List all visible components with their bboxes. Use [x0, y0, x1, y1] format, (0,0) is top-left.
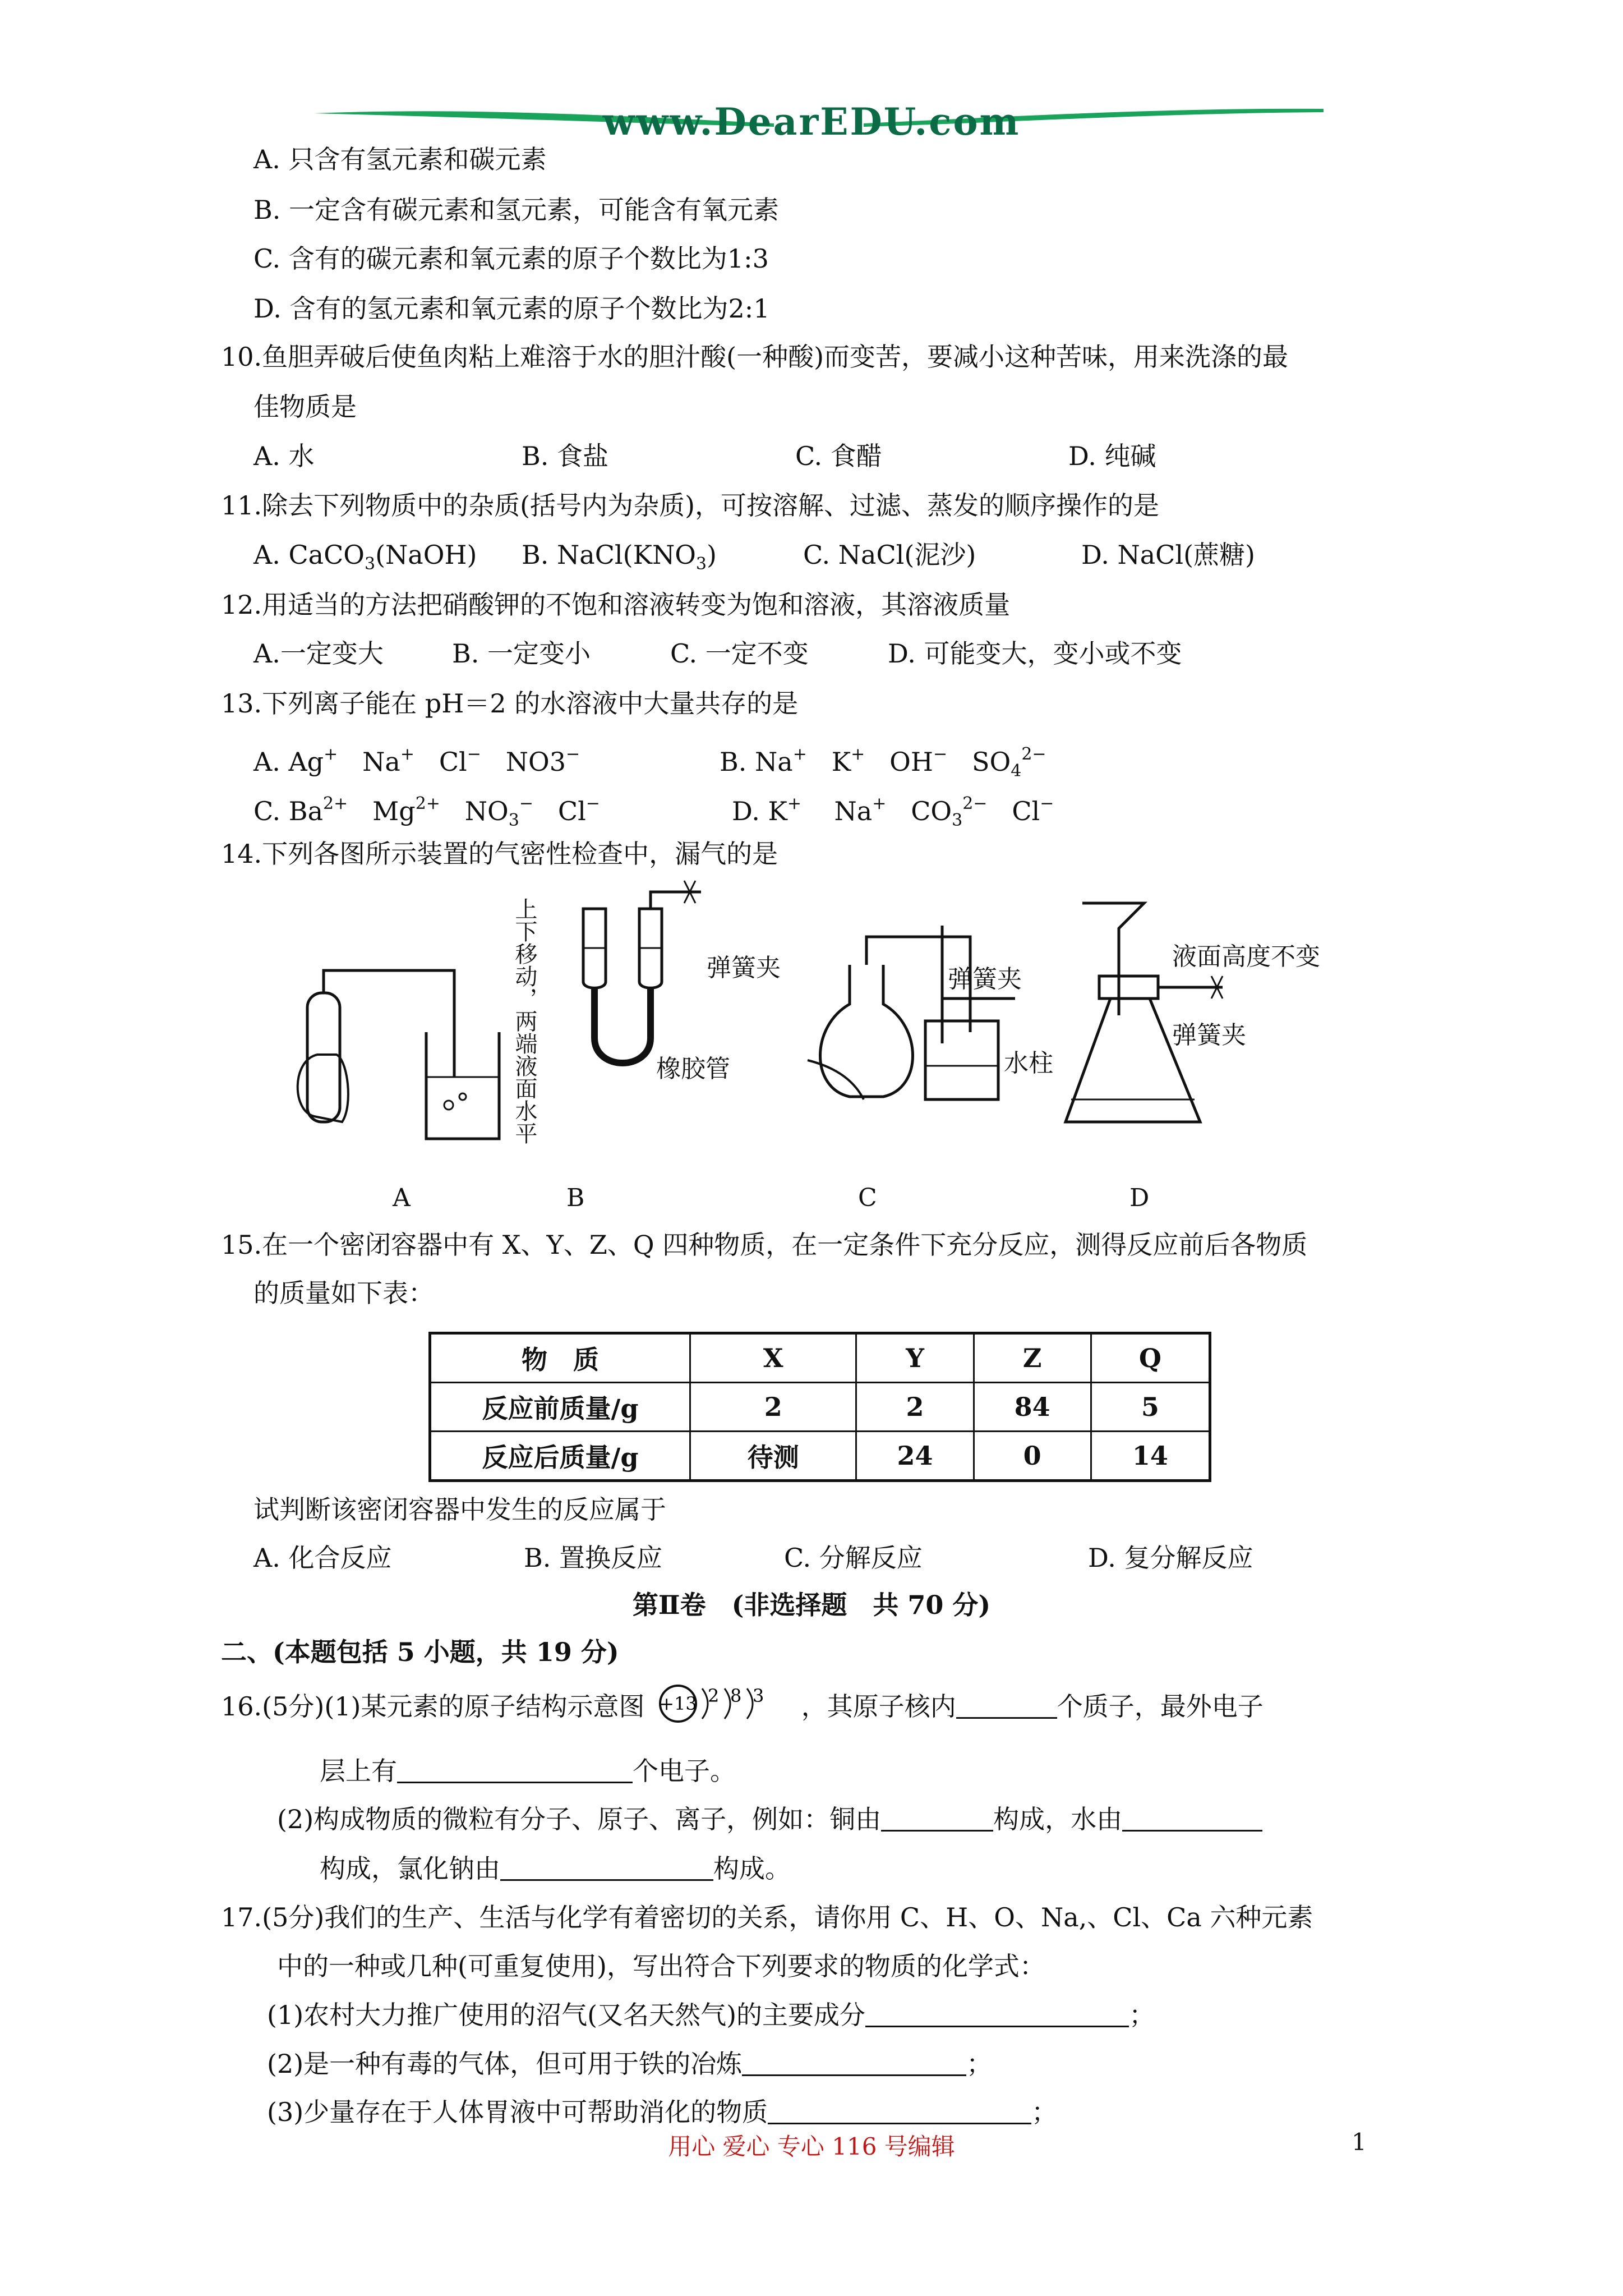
c-water-label: 水柱	[1004, 1049, 1053, 1078]
q12-stem: 12.用适当的方法把硝酸钾的不饱和溶液转变为饱和溶液，其溶液质量	[221, 590, 1011, 620]
table-cell: 0	[974, 1432, 1091, 1481]
q15-option-a: A. 化合反应	[253, 1543, 392, 1573]
table-cell: 24	[856, 1432, 974, 1481]
q15-stem-cont: 的质量如下表：	[253, 1278, 434, 1308]
q13-option-d: D. K+ Na+ $CO_3^{2-}$ Cl−	[732, 794, 1054, 830]
q17-item-1: (1)农村大力推广使用的沼气(又名天然气)的主要成分 ；	[267, 2000, 1155, 2030]
nucleus-charge: +13	[659, 1693, 697, 1714]
q10-option-b: B. 食盐	[522, 441, 609, 471]
table-row	[430, 1432, 1210, 1481]
q12-option-c: C. 一定不变	[670, 638, 809, 669]
table-header-cell: Y	[856, 1333, 974, 1383]
q11-option-a: A. CaCO$_3$(NaOH)	[253, 540, 477, 574]
q16-electron-blank[interactable]	[397, 1759, 633, 1783]
b-tube-label: 橡胶管	[656, 1055, 730, 1083]
q16-nacl-blank[interactable]	[500, 1857, 713, 1881]
q16-line2: 层上有 个电子。	[320, 1756, 736, 1786]
q14-stem: 14.下列各图所示装置的气密性检查中，漏气的是	[221, 839, 778, 869]
q16-line1: 16.(5分)(1)某元素的原子结构示意图 +13 2 8 3 ，其原子核内 个质子，最外电子	[221, 1684, 1264, 1723]
label-b: B	[566, 1184, 585, 1212]
shell-2-electrons: 8	[730, 1685, 742, 1706]
table-cell: 84	[974, 1383, 1091, 1432]
table-header-cell: Z	[974, 1333, 1091, 1383]
table-header-cell: 物 质	[430, 1333, 690, 1383]
table-cell: 2	[690, 1383, 856, 1432]
q17-item-3: (3)少量存在于人体胃液中可帮助消化的物质 ；	[267, 2097, 1058, 2127]
q11-option-c: C. NaCl(泥沙)	[803, 540, 976, 570]
q17-item-2: (2)是一种有毒的气体，但可用于铁的冶炼 ；	[267, 2049, 993, 2079]
q17-stem-cont: 中的一种或几种(可重复使用)，写出符合下列要求的物质的化学式：	[277, 1951, 1045, 1981]
q16-copper-blank[interactable]	[881, 1807, 993, 1832]
shell-3-electrons: 3	[753, 1685, 764, 1706]
table-header-cell: Q	[1091, 1333, 1210, 1383]
q10-stem: 10.鱼胆弄破后使鱼肉粘上难溶于水的胆汁酸(一种酸)而变苦，要减小这种苦味，用来洗涤的最	[221, 342, 1289, 372]
b-clip-label: 弹簧夹	[707, 954, 781, 982]
q9-option-a: A. 只含有氢元素和碳元素	[253, 144, 547, 174]
b-vertical-note: 上下移动，两端液面水平	[511, 898, 537, 1144]
apparatus-a	[298, 970, 499, 1139]
q12-option-a: A.一定变大	[253, 638, 384, 669]
table-header-row	[430, 1333, 1210, 1383]
q16-proton-blank[interactable]	[956, 1695, 1057, 1719]
apparatus-b	[583, 881, 701, 1063]
label-d: D	[1129, 1184, 1150, 1212]
q17-blank-2[interactable]	[742, 2052, 966, 2076]
q17-blank-1[interactable]	[865, 2003, 1129, 2027]
q11-stem: 11.除去下列物质中的杂质(括号内为杂质)，可按溶解、过滤、蒸发的顺序操作的是	[221, 490, 1160, 521]
section-title: 第Ⅱ卷 (非选择题 共 70 分)	[632, 1590, 991, 1620]
table-cell: 5	[1091, 1383, 1210, 1432]
q15-option-c: C. 分解反应	[784, 1543, 923, 1573]
q12-option-d: D. 可能变大，变小或不变	[888, 638, 1182, 669]
c-clip-label: 弹簧夹	[948, 965, 1022, 993]
q17-stem: 17.(5分)我们的生产、生活与化学有着密切的关系，请你用 C、H、O、Na,、Cl、Ca 六种元素	[221, 1902, 1313, 1932]
table-cell: 2	[856, 1383, 974, 1432]
q16-line3: (2)构成物质的微粒有分子、原子、离子，例如：铜由 构成，水由	[277, 1803, 1262, 1835]
mass-table	[428, 1332, 1211, 1482]
d-level-label: 液面高度不变	[1172, 942, 1320, 971]
q13-option-b: B. Na+ K+ OH− $SO_4^{2-}$	[720, 744, 1046, 781]
label-c: C	[858, 1184, 877, 1212]
q11-option-d: D. NaCl(蔗糖)	[1081, 540, 1255, 570]
section-part: 二、(本题包括 5 小题，共 19 分)	[221, 1637, 619, 1667]
page-number: 1	[1352, 2128, 1367, 2156]
site-url: www.DearEDU.com	[602, 100, 1021, 144]
table-cell: 14	[1091, 1432, 1210, 1481]
table-header-cell: X	[690, 1333, 856, 1383]
shell-1-electrons: 2	[708, 1685, 720, 1706]
q17-blank-3[interactable]	[768, 2100, 1031, 2124]
apparatus-d	[1066, 903, 1223, 1122]
q9-option-d: D. 含有的氢元素和氧元素的原子个数比为2:1	[253, 293, 770, 324]
q11-option-b: B. $NaCl(KNO_3)$	[522, 540, 717, 574]
apparatus-c	[808, 926, 1015, 1099]
atomic-structure-diagram	[653, 1684, 793, 1723]
q9-option-b: B. 一定含有碳元素和氢元素，可能含有氧元素	[253, 195, 780, 225]
table-cell: 反应后质量/g	[430, 1432, 690, 1481]
q13-option-a: A. Ag+ Na+ Cl− NO3−	[253, 744, 580, 777]
q12-option-b: B. 一定变小	[452, 638, 591, 669]
q9-option-c: C. 含有的碳元素和氧元素的原子个数比为1:3	[253, 243, 769, 274]
q13-stem: 13.下列离子能在 pH＝2 的水溶液中大量共存的是	[221, 688, 799, 719]
q15-option-d: D. 复分解反应	[1088, 1543, 1253, 1573]
q10-stem-cont: 佳物质是	[253, 392, 357, 422]
q15-stem: 15.在一个密闭容器中有 X、Y、Z、Q 四种物质，在一定条件下充分反应，测得反应前后各物质	[221, 1230, 1308, 1260]
table-cell: 待测	[690, 1432, 856, 1481]
q10-option-c: C. 食醋	[795, 441, 882, 471]
q15-option-b: B. 置换反应	[524, 1543, 663, 1573]
label-a: A	[393, 1184, 411, 1212]
footer-note: 用心 爱心 专心 116 号编辑	[668, 2133, 955, 2160]
q10-option-a: A. 水	[253, 441, 315, 471]
q16-line4: 构成，氯化钠由 构成。	[320, 1853, 791, 1884]
q10-option-d: D. 纯碱	[1068, 441, 1156, 471]
q14-apparatus-figure	[269, 875, 1380, 1245]
table-row	[430, 1383, 1210, 1432]
q15-question: 试判断该密闭容器中发生的反应属于	[253, 1494, 666, 1525]
q16-water-blank[interactable]	[1122, 1807, 1262, 1832]
d-clip-label: 弹簧夹	[1172, 1021, 1246, 1050]
q13-option-c: C. $Ba^{2+}$ $Mg^{2+}$ $NO_3^-$ Cl−	[253, 794, 600, 830]
table-cell: 反应前质量/g	[430, 1383, 690, 1432]
